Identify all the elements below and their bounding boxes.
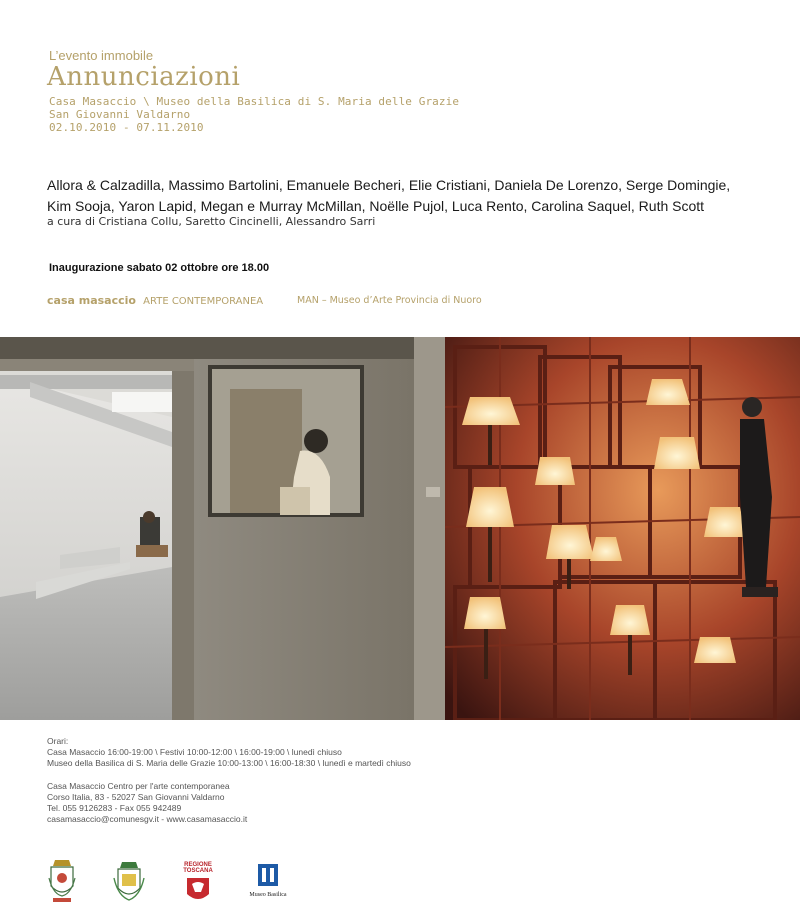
- phone-fax: Tel. 055 9126283 - Fax 055 942489: [47, 803, 182, 813]
- opening-date: Inaugurazione sabato 02 ottobre ore 18.00: [49, 262, 270, 274]
- casa-masaccio-name: casa masaccio: [47, 294, 136, 307]
- center-name: Casa Masaccio Centro per l'arte contemporanea: [47, 781, 230, 791]
- venue-city: San Giovanni Valdarno: [49, 108, 191, 121]
- man-museum-text: MAN – Museo d’Arte Provincia di Nuoro: [297, 295, 482, 306]
- casa-masaccio-brand: [47, 294, 263, 307]
- curators: a cura di Cristiana Collu, Saretto Cincinelli, Alessandro Sarri: [47, 215, 376, 228]
- artists-line-1: Allora & Calzadilla, Massimo Bartolini, Emanuele Becheri, Elie Cristiani, Daniela De Lorenzo, Serge Domingie,: [47, 177, 731, 193]
- event-title: Annunciazioni: [47, 62, 241, 92]
- pegasus-icon: [183, 874, 213, 904]
- artists-list: [47, 175, 777, 217]
- casa-masaccio-subtitle: ARTE CONTEMPORANEA: [143, 296, 264, 307]
- regione-line1: REGIONE: [184, 862, 212, 868]
- exhibition-photo: [0, 337, 800, 720]
- regione-line2: TOSCANA: [183, 868, 213, 874]
- event-dates: 02.10.2010 - 07.11.2010: [49, 121, 204, 134]
- hours-label: Orari:: [47, 736, 69, 746]
- museo-basilica-logo: [240, 862, 296, 898]
- museo-basilica-name: Museo Basilica: [249, 892, 287, 898]
- contact-links[interactable]: casamasaccio@comunesgv.it - www.casamasaccio.it: [47, 814, 248, 824]
- hours-casa-masaccio: Casa Masaccio 16:00-19:00 \ Festivi 10:00-12:00 \ 16:00-19:00 \ lunedì chiuso: [47, 747, 342, 757]
- basilica-icon: [240, 862, 296, 888]
- sponsor-logos: [0, 858, 800, 918]
- venue-line: Casa Masaccio \ Museo della Basilica di S. Maria delle Grazie: [49, 95, 460, 108]
- address: Corso Italia, 83 - 52027 San Giovanni Valdarno: [47, 792, 225, 802]
- hours-museo-basilica: Museo della Basilica di S. Maria delle Grazie 10:00-13:00 \ 16:00-18:30 \ lunedì e martedì chiuso: [47, 758, 411, 768]
- regione-toscana-logo: [183, 862, 213, 908]
- event-subtitle: L’evento immobile: [49, 48, 154, 63]
- artists-line-2: Kim Sooja, Yaron Lapid, Megan e Murray McMillan, Noëlle Pujol, Luca Rento, Carolina Saquel, Ruth Scott: [47, 198, 705, 214]
- comune-crest-icon: [47, 858, 77, 910]
- provincia-crest-icon: [112, 860, 146, 910]
- regione-text: [183, 862, 213, 874]
